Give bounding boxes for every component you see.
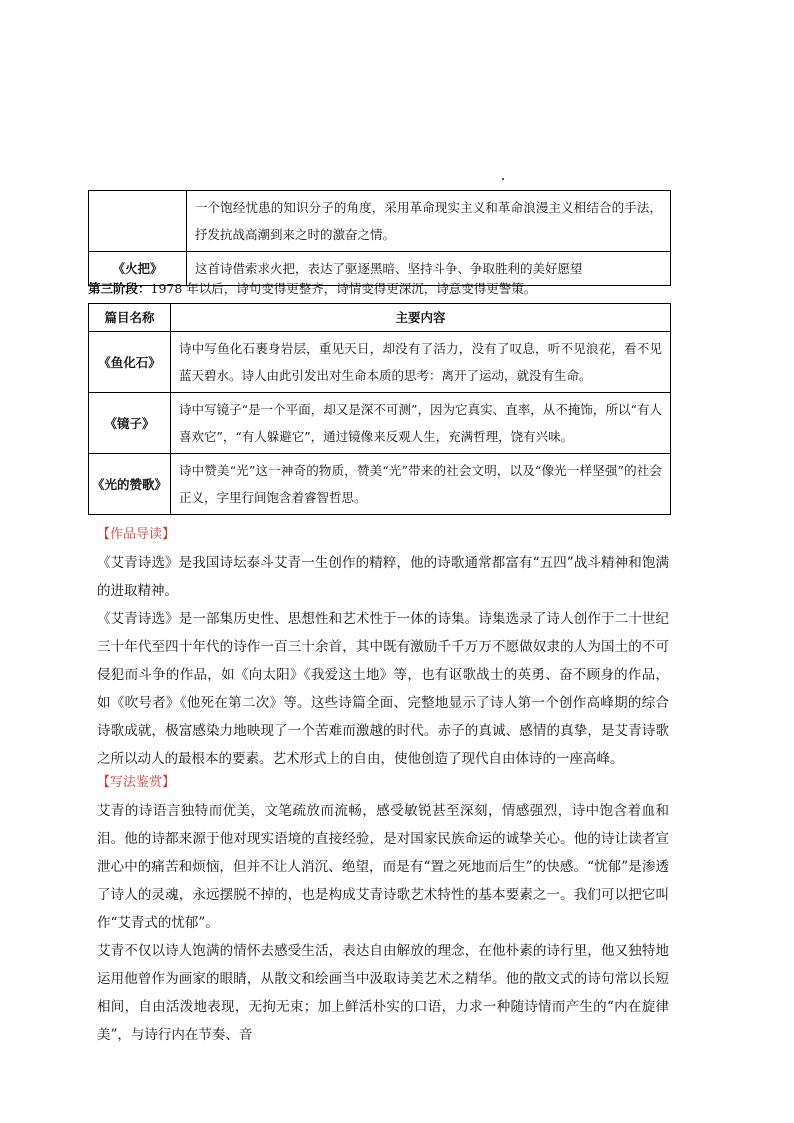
poem-summary: 这首诗借索求火把，表达了驱逐黑暗、坚持斗争、争取胜利的美好愿望 xyxy=(187,252,671,286)
poem-name: 《镜子》 xyxy=(89,393,171,454)
guide-section xyxy=(97,521,669,773)
paragraph: 《艾青诗选》是我国诗坛泰斗艾青一生创作的精粹，他的诗歌通常都富有“五四”战斗精神和饱满的进取精神。 xyxy=(97,555,669,599)
paragraph: 《艾青诗选》是一部集历史性、思想性和艺术性于一体的诗集。诗集选录了诗人创作于二十世纪三十年代至四十年代的诗作一百三十余首，其中既有激励千千万万不愿做奴隶的人为国土的不可侵犯而斗争的作品，如《向太阳》《我爱这土地》等，也有讴歌战士的英勇、奋不顾身的作品，如《吹号者》《他死在第二次》等。这些诗篇全面、完整地显示了诗人第一个创作高峰期的综合诗歌成就，极富感染力地映现了一个苦难而激越的时代。赤子的真诚、感情的真挚，是艾青诗歌之所以动人的最根本的要素。艺术形式上的自由，使他创造了现代自由体诗的一座高峰。 xyxy=(97,611,669,767)
paragraph: 艾青不仅以诗人饱满的情怀去感受生活，表达自由解放的理念，在他朴素的诗行里，他又独特地运用他曾作为画家的眼睛，从散文和绘画当中汲取诗美艺术之精华。他的散文式的诗句常以长短相间，自由活泼地表现，无拘无束；加上鲜活朴实的口语，力求一种随诗情而产生的“内在旋律美”，与诗行内在节奏、音 xyxy=(97,943,669,1043)
table-row xyxy=(89,454,671,515)
poem-name: 《光的赞歌》 xyxy=(89,454,171,515)
poem-name xyxy=(89,191,187,252)
appreciation-section xyxy=(97,769,669,1049)
table-row xyxy=(89,393,671,454)
page-dot xyxy=(502,178,504,180)
stage-text: 1978 年以后，诗句变得更整齐，诗情变得更深沉，诗意变得更警策。 xyxy=(150,281,537,296)
poem-name: 《火把》 xyxy=(89,252,187,286)
poem-summary: 诗中赞美“光”这一神奇的物质，赞美“光”带来的社会文明，以及“像光一样坚强”的社会正义，字里行间饱含着睿智哲思。 xyxy=(171,454,671,515)
table-row xyxy=(89,191,671,252)
poem-summary: 一个饱经忧患的知识分子的角度，采用革命现实主义和革命浪漫主义相结合的手法，抒发抗战高潮到来之时的激奋之情。 xyxy=(187,191,671,252)
poem-name: 《鱼化石》 xyxy=(89,332,171,393)
poem-summary: 诗中写镜子“是一个平面，却又是深不可测”，因为它真实、直率，从不掩饰，所以“有人喜欢它”，“有人躲避它”，通过镜像来反观人生，充满哲理，饶有兴味。 xyxy=(171,393,671,454)
poem-summary: 诗中写鱼化石裹身岩层，重见天日，却没有了活力，没有了叹息，听不见浪花，看不见蓝天碧水。诗人由此引发出对生命本质的思考：离开了运动，就没有生命。 xyxy=(171,332,671,393)
section-tag: 【写法鉴赏】 xyxy=(97,775,176,790)
table-header-row xyxy=(89,304,671,332)
column-header-title: 篇目名称 xyxy=(89,304,171,332)
column-header-content: 主要内容 xyxy=(171,304,671,332)
table-row xyxy=(89,332,671,393)
stage-label: 第三阶段： xyxy=(88,281,151,296)
stage-three-line xyxy=(88,279,536,299)
poem-table-continued xyxy=(88,190,671,286)
paragraph: 艾青的诗语言独特而优美，文笔疏放而流畅，感受敏锐甚至深刻，情感强烈，诗中饱含着血和泪。他的诗都来源于他对现实语境的直接经验，是对国家民族命运的诚挚关心。他的诗让读者宣泄心中的痛苦和烦恼，但并不让人消沉、绝望，而是有“置之死地而后生”的快感。“忧郁”是渗透了诗人的灵魂，永远摆脱不掉的，也是构成艾青诗歌艺术特性的基本要素之一。我们可以把它叫作“艾青式的忧郁”。 xyxy=(97,803,669,931)
poem-table xyxy=(88,303,671,515)
section-tag: 【作品导读】 xyxy=(97,527,176,542)
